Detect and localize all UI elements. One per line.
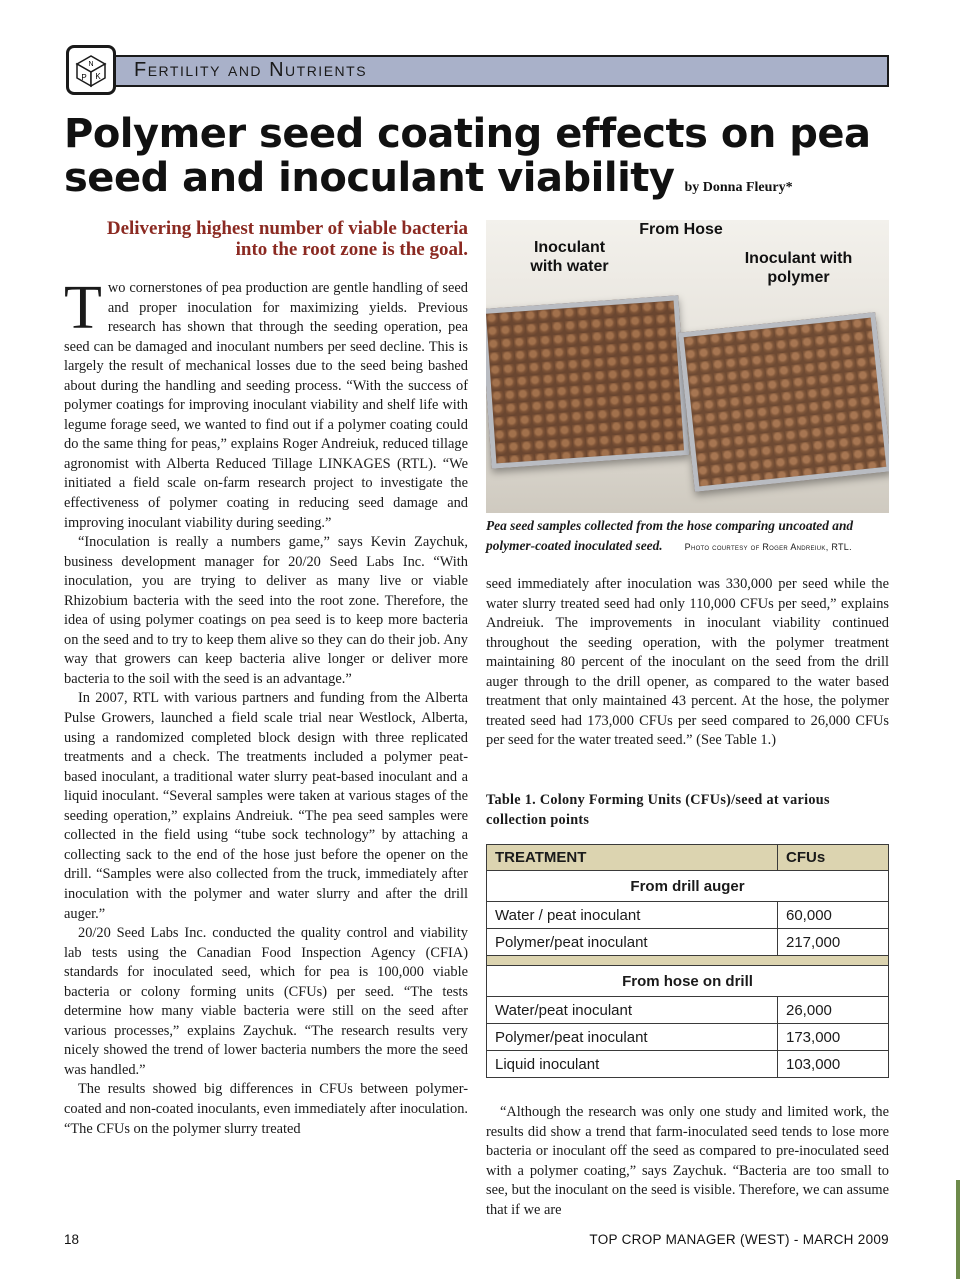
left-column (64, 274, 468, 1139)
section-title: Fertility and Nutrients (134, 59, 368, 81)
title-line-2: seed and inoculant viability (64, 155, 675, 201)
publication-line: TOP CROP MANAGER (WEST) - MARCH 2009 (589, 1232, 889, 1247)
table-divider (487, 956, 889, 966)
paragraph-4: 20/20 Seed Labs Inc. conducted the quality control and viability lab tests using the Canadian Food Inspection Agency (CFIA) standards for inoculated seed, which for pea is 100,000 viable bacteria or colony forming units (CFUs) per seed. “The tests determine how many viable bacteria were still on the seed after various processes,” explains Zaychuk. “The research results very nicely showed the trend of lower bacteria numbers the more the seed was handled.” (64, 925, 468, 1078)
photo-credit: Photo courtesy of Roger Andreiuk, RTL. (684, 542, 852, 552)
table-row (487, 929, 889, 956)
photo-label-hose: From Hose (639, 221, 723, 238)
page-edge-tab (956, 1180, 960, 1279)
table-divider-row (487, 956, 889, 966)
paragraph-1-text: wo cornerstones of pea production are gentle handling of seed and proper inoculation for maximizing yields. Previous research has shown that through the seeding operation, pea seed can be damaged and inoculant numbers per seed decline. This is largely the result of mechanical losses due to the seed being bashed about during the handling and seeding process. “With the success of polymer coatings for improving inoculant viability and shelf life with legume forage seed, we wanted to find out if a polymer coating could do the same thing for peas,” explains Roger Andreiuk, reduced tillage agronomist with Alberta Reduced Tillage LINKAGES (RTL). “We initiated a field scale on-farm research project to investigate the effectiveness of polymer coating in reducing seed damage and improving inoculant viability during seeding.” (64, 280, 468, 531)
section-band (114, 55, 889, 87)
title-line-2-wrap (64, 156, 904, 210)
treatment-cell: Water / peat inoculant (487, 902, 778, 929)
cfus-cell: 217,000 (778, 929, 889, 956)
table-row (487, 902, 889, 929)
treatment-cell: Liquid inoculant (487, 1051, 778, 1078)
section-drill-auger: From drill auger (487, 871, 889, 902)
header-treatment: TREATMENT (487, 845, 778, 871)
table-row (487, 997, 889, 1024)
photo-caption-text: Pea seed samples collected from the hose comparing uncoated and polymer-coated inoculated seed. (486, 518, 854, 553)
article-title (64, 112, 904, 210)
logo-letter-p: P (81, 73, 87, 82)
right-column-bottom (486, 1103, 889, 1220)
table-caption: Table 1. Colony Forming Units (CFUs)/seed at various collection points (486, 792, 830, 828)
cfus-cell: 173,000 (778, 1024, 889, 1051)
cfus-cell: 26,000 (778, 997, 889, 1024)
table-section-row (487, 871, 889, 902)
logo-letter-k: K (95, 72, 101, 81)
photo-caption (486, 516, 896, 557)
title-line-1: Polymer seed coating effects on pea (64, 111, 871, 157)
drop-cap: T (64, 274, 102, 342)
paragraph-3: In 2007, RTL with various partners and funding from the Alberta Pulse Growers, launched a field scale trial near Westlock, Alberta, using a randomized completed block design with three replicated treatments and a check. The treatments included a polymer peat-based inoculant, a traditional water slurry peat-based inoculant and a liquid inoculant. “Several samples were taken at various stages of the seeding operation,” explains Andreiuk. “The pea seed samples were collected in the field using “tube sock technology” by attaching a collecting sack to the end of the hose just before the opener on the drill. “Samples were also collected from the truck, immediately after inoculation with the polymer and water slurry and after the drill auger.” (64, 690, 468, 922)
photo-label-polymer: Inoculant with polymer (744, 250, 853, 286)
cfus-cell: 103,000 (778, 1051, 889, 1078)
paragraph-7: “Although the research was only one study and limited work, the results did show a trend that farm-inoculated seed tends to lose more bacteria or inoculant off the seed as compared to pre-inoculated seed with a polymer coating,” says Zaychuk. “Bacteria are too small to see, but the inoculant on the seed is visible. Therefore, we can assume that if we are (486, 1104, 889, 1218)
table-header-row (487, 845, 889, 871)
table-row (487, 1051, 889, 1078)
tray-polymer (678, 312, 889, 492)
logo-letter-n: N (88, 61, 94, 68)
right-column (486, 575, 889, 751)
page-number: 18 (64, 1232, 80, 1247)
treatment-cell: Polymer/peat inoculant (487, 929, 778, 956)
npk-cube-icon (73, 52, 109, 88)
deck: Delivering highest number of viable bacteria into the root zone is the goal. (106, 218, 468, 260)
paragraph-5: The results showed big differences in CFUs between polymer-coated and non-coated inoculants, even immediately after inoculation. “The CFUs on the polymer slurry treated (64, 1081, 468, 1137)
table-section-row (487, 966, 889, 997)
npk-logo (66, 45, 116, 95)
byline: by Donna Fleury* (684, 180, 793, 195)
cfus-cell: 60,000 (778, 902, 889, 929)
tray-water (486, 295, 689, 468)
table-row (487, 1024, 889, 1051)
cfu-table (486, 844, 889, 1078)
treatment-cell: Polymer/peat inoculant (487, 1024, 778, 1051)
paragraph-6: seed immediately after inoculation was 330,000 per seed while the water slurry treated seed had only 110,000 CFUs per seed,” explains Andreiuk. The improvements in inoculant viability continued throughout the seeding operation, with the polymer treatment maintaining 80 percent of the inoculant on the seed from the drill auger through to the drill opener, as compared to the water based treatment that only maintained 43 percent. At the hose, the polymer treated seed had 173,000 CFUs per seed compared to 26,000 CFUs per seed for the water treated seed.” (See Table 1.) (486, 576, 889, 749)
treatment-cell: Water/peat inoculant (487, 997, 778, 1024)
section-hose: From hose on drill (487, 966, 889, 997)
paragraph-2: “Inoculation is really a numbers game,” says Kevin Zaychuk, business development manager for 20/20 Seed Labs Inc. “With inoculation, you are trying to deliver as many live or viable Rhizobium bacteria with the seed into the root zone. Therefore, the idea of using polymer coatings on pea seed is to keep more bacteria on the seed and to try to keep them alive so they can do their job. Any way that growers can keep bacteria alive longer or deliver more bacteria to the soil with the seed is an advantage.” (64, 534, 468, 687)
header-cfus: CFUs (778, 845, 889, 871)
seed-photo (486, 220, 889, 513)
photo-label-water: Inoculant with water (530, 239, 609, 275)
paragraph-1 (64, 274, 468, 533)
